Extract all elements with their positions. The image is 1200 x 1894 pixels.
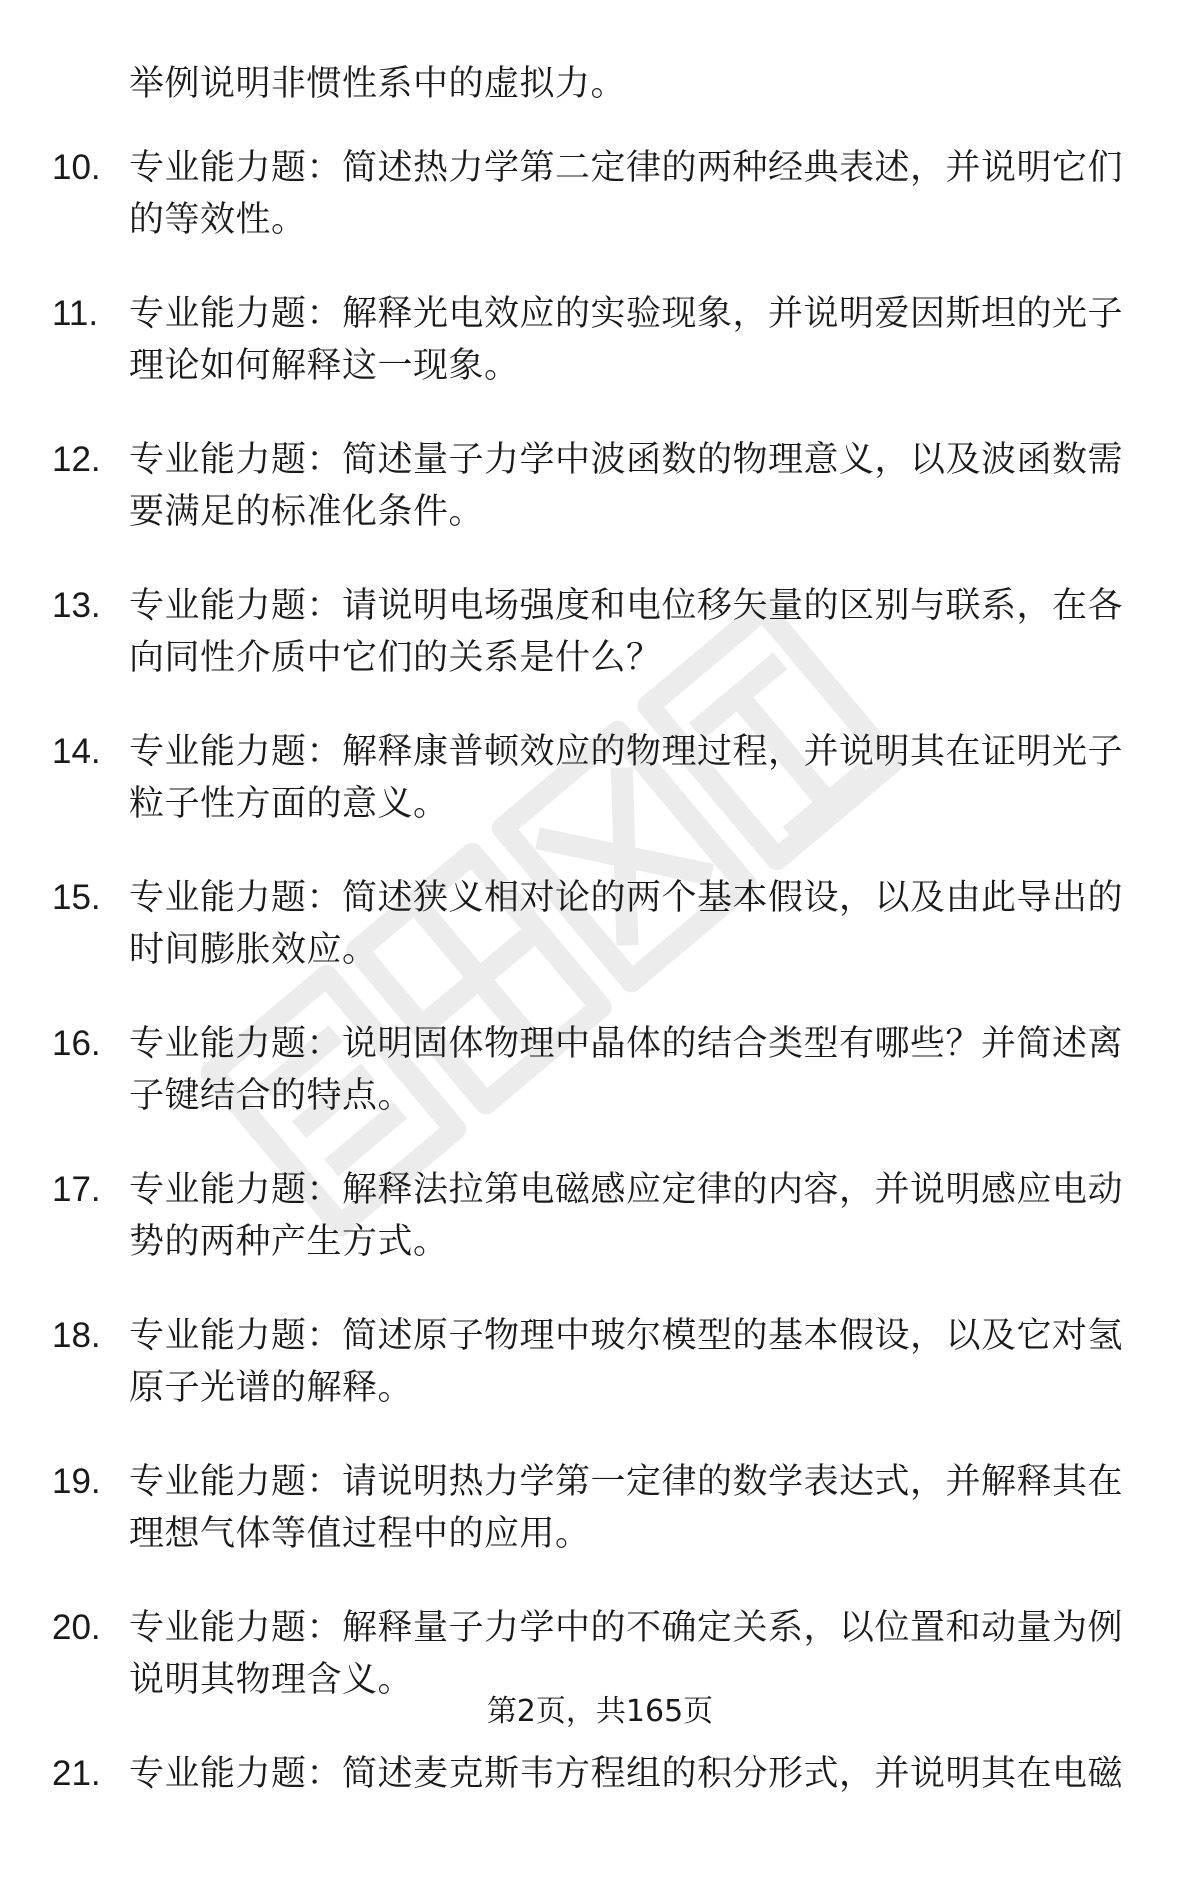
question-number: 10.	[52, 148, 101, 187]
list-item	[0, 580, 1200, 726]
question-text: 专业能力题：解释康普顿效应的物理过程，并说明其在证明光子粒子性方面的意义。	[129, 732, 1124, 824]
page-footer: 第2页，共165页	[486, 1694, 714, 1729]
question-text: 专业能力题：简述狭义相对论的两个基本假设，以及由此导出的时间膨胀效应。	[129, 878, 1124, 970]
question-text: 专业能力题：请说明电场强度和电位移矢量的区别与联系，在各向同性介质中它们的关系是什么？	[129, 586, 1124, 678]
question-number: 19.	[52, 1462, 101, 1501]
question-text: 专业能力题：解释法拉第电磁感应定律的内容，并说明感应电动势的两种产生方式。	[129, 1170, 1124, 1262]
question-text: 专业能力题：简述麦克斯韦方程组的积分形式，并说明其在电磁	[129, 1754, 1124, 1794]
question-number: 15.	[52, 878, 101, 917]
question-number: 20.	[52, 1608, 101, 1647]
list-item	[0, 726, 1200, 872]
question-number: 11.	[52, 294, 99, 333]
question-number: 12.	[52, 440, 101, 479]
list-item	[0, 434, 1200, 580]
list-item	[0, 1310, 1200, 1456]
continued-question-text: 举例说明非惯性系中的虚拟力。	[129, 64, 627, 104]
question-text: 专业能力题：简述量子力学中波函数的物理意义，以及波函数需要满足的标准化条件。	[129, 440, 1124, 532]
list-item	[0, 1164, 1200, 1310]
question-list	[0, 142, 1200, 1894]
question-text: 专业能力题：简述热力学第二定律的两种经典表述，并说明它们的等效性。	[129, 148, 1124, 240]
question-text: 专业能力题：解释量子力学中的不确定关系，以位置和动量为例说明其物理含义。	[129, 1608, 1124, 1700]
list-item	[0, 142, 1200, 288]
question-text: 专业能力题：请说明热力学第一定律的数学表达式，并解释其在理想气体等值过程中的应用。	[129, 1462, 1124, 1554]
question-number: 21.	[52, 1754, 101, 1793]
question-number: 16.	[52, 1024, 101, 1063]
list-item	[0, 1748, 1200, 1894]
question-text: 专业能力题：解释光电效应的实验现象，并说明爱因斯坦的光子理论如何解释这一现象。	[129, 294, 1124, 386]
list-item	[0, 288, 1200, 434]
question-number: 13.	[52, 586, 101, 625]
list-item	[0, 1456, 1200, 1602]
list-item	[0, 872, 1200, 1018]
list-item	[0, 1018, 1200, 1164]
question-number: 17.	[52, 1170, 101, 1209]
question-number: 18.	[52, 1316, 101, 1355]
question-text: 专业能力题：说明固体物理中晶体的结合类型有哪些？并简述离子键结合的特点。	[129, 1024, 1124, 1116]
question-text: 专业能力题：简述原子物理中玻尔模型的基本假设，以及它对氢原子光谱的解释。	[129, 1316, 1124, 1408]
question-number: 14.	[52, 732, 101, 771]
